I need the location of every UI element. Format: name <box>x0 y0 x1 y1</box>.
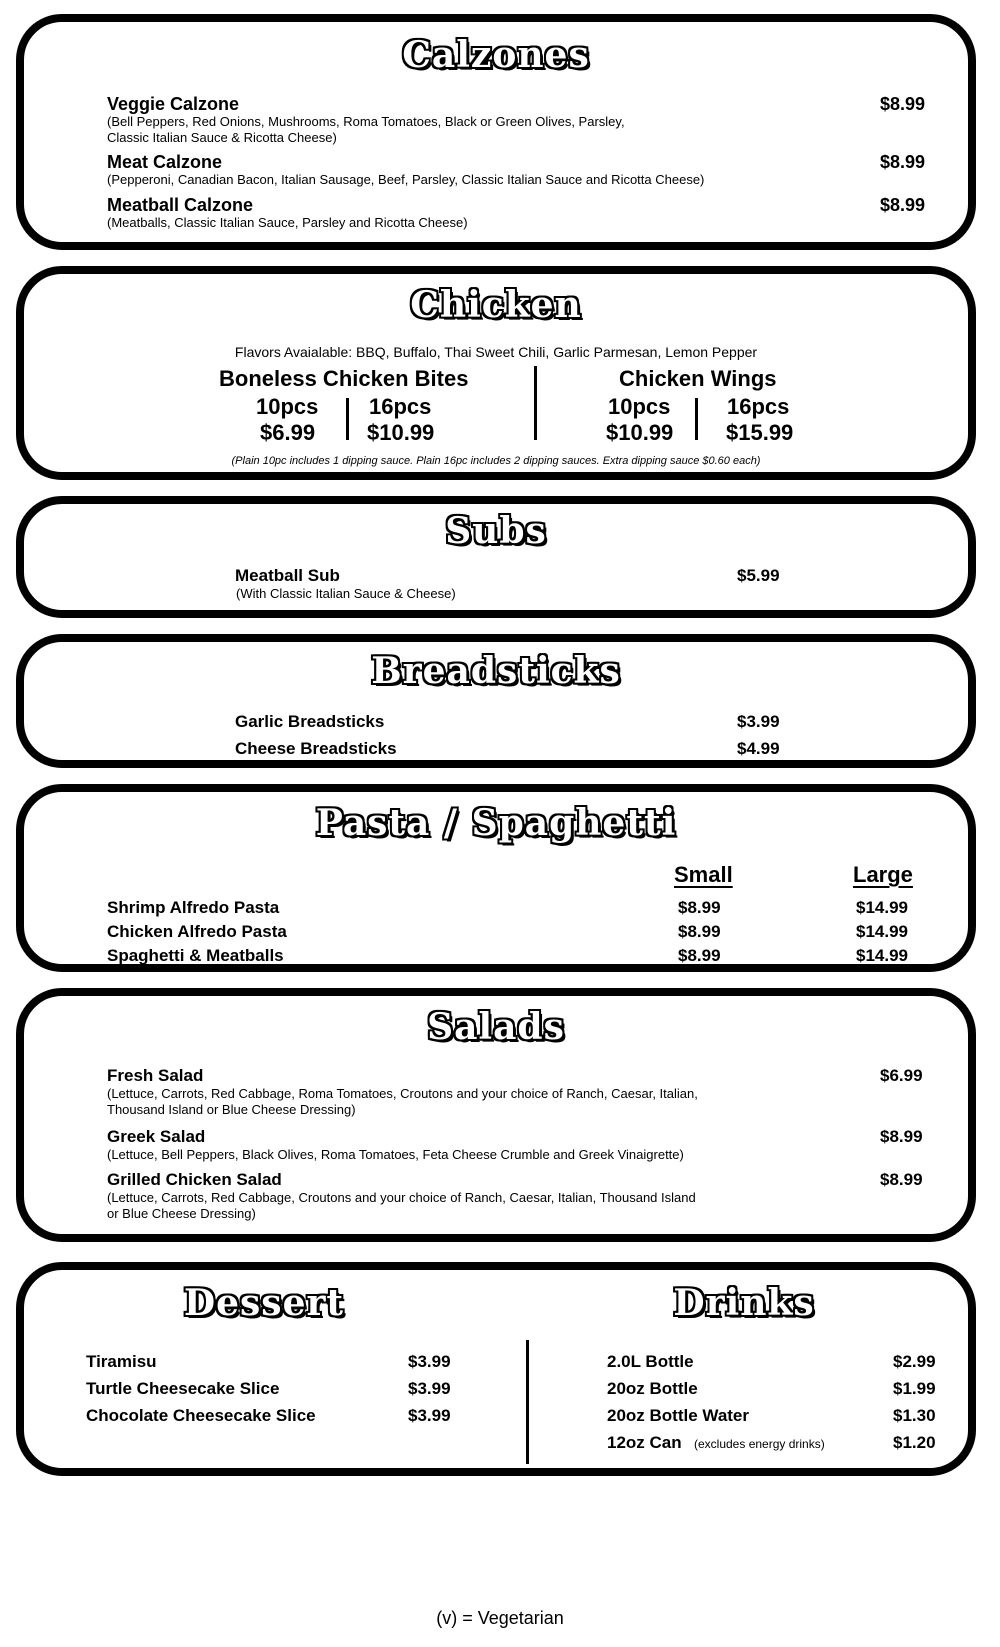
salad-item-desc: (Lettuce, Carrots, Red Cabbage, Roma Tomatoes, Croutons and your choice of Ranch, Caesar, Italian, Thousand Island or Blue Cheese Dressing) <box>107 1086 698 1117</box>
calzone-item-price: $8.99 <box>880 152 926 172</box>
pasta-item-name: Spaghetti & Meatballs <box>107 946 284 965</box>
bites-size-10: 10pcs <box>256 394 319 419</box>
dessert-drinks-divider <box>526 1340 529 1464</box>
pasta-item-name: Chicken Alfredo Pasta <box>107 922 287 941</box>
calzone-item-name: Meat Calzone <box>107 152 223 172</box>
sub-item-price: $5.99 <box>737 566 780 585</box>
breadstick-item-price: $4.99 <box>737 739 780 758</box>
sub-item-name: Meatball Sub <box>235 566 340 585</box>
calzone-item-price: $8.99 <box>880 94 926 114</box>
dessert-item-price: $3.99 <box>408 1352 451 1371</box>
drink-item-price: $1.30 <box>893 1406 936 1425</box>
pasta-item-large: $14.99 <box>856 898 908 917</box>
drink-item-name: 12oz Can <box>607 1433 682 1452</box>
pasta-item-small: $8.99 <box>678 922 721 941</box>
salad-item-price: $6.99 <box>880 1066 923 1085</box>
wings-size-10: 10pcs <box>608 394 671 419</box>
drink-item-name: 20oz Bottle Water <box>607 1406 750 1425</box>
vegetarian-legend: (v) = Vegetarian <box>436 1608 564 1628</box>
pasta-item-large: $14.99 <box>856 946 908 965</box>
breadstick-item-name: Garlic Breadsticks <box>235 712 385 731</box>
salads-title: Salads <box>427 1006 565 1048</box>
drink-item-price: $1.99 <box>893 1379 936 1398</box>
dessert-drinks-section <box>16 1262 976 1476</box>
salad-item-name: Greek Salad <box>107 1127 206 1146</box>
calzones-section <box>16 14 976 250</box>
chicken-sauce-note: (Plain 10pc includes 1 dipping sauce. Plain 16pc includes 2 dipping sauces. Extra dipping sauce $0.60 each) <box>231 455 761 467</box>
bites-price-10: $6.99 <box>260 420 316 445</box>
dessert-item-name: Tiramisu <box>86 1352 157 1371</box>
subs-section <box>16 496 976 618</box>
salad-item-name: Fresh Salad <box>107 1066 204 1085</box>
bites-name: Boneless Chicken Bites <box>219 366 469 391</box>
breadsticks-title: Breadsticks <box>371 650 621 692</box>
salad-item-name: Grilled Chicken Salad <box>107 1170 282 1189</box>
chicken-title: Chicken <box>410 284 582 326</box>
pasta-item-small: $8.99 <box>678 898 721 917</box>
salads-section <box>16 988 976 1242</box>
pasta-item-small: $8.99 <box>678 946 721 965</box>
salad-item-price: $8.99 <box>880 1127 923 1146</box>
salad-item-desc: (Lettuce, Carrots, Red Cabbage, Croutons and your choice of Ranch, Caesar, Italian, Thousand Island or Blue Cheese Dressing) <box>107 1190 696 1221</box>
pasta-section <box>16 784 976 972</box>
pasta-col-large: Large <box>853 862 913 887</box>
breadstick-item-name: Cheese Breadsticks <box>235 739 397 758</box>
subs-title: Subs <box>445 510 547 552</box>
drink-item-note: (excludes energy drinks) <box>694 1437 825 1451</box>
calzone-item-name: Veggie Calzone <box>107 94 240 114</box>
dessert-title: Dessert <box>183 1282 345 1324</box>
pasta-item-name: Shrimp Alfredo Pasta <box>107 898 280 917</box>
drink-item-name: 2.0L Bottle <box>607 1352 694 1371</box>
pasta-title: Pasta / Spaghetti <box>315 802 677 844</box>
calzones-title: Calzones <box>402 34 590 76</box>
salad-item-price: $8.99 <box>880 1170 923 1189</box>
chicken-section <box>16 266 976 480</box>
breadsticks-section <box>16 634 976 768</box>
wings-divider <box>695 398 698 440</box>
calzone-item-desc: (Meatballs, Classic Italian Sauce, Parsley and Ricotta Cheese) <box>107 215 468 230</box>
pasta-item-large: $14.99 <box>856 922 908 941</box>
bites-price-16: $10.99 <box>367 420 435 445</box>
drink-item-name: 20oz Bottle <box>607 1379 698 1398</box>
dessert-item-name: Chocolate Cheesecake Slice <box>86 1406 316 1425</box>
dessert-item-name: Turtle Cheesecake Slice <box>86 1379 280 1398</box>
drink-item-price: $1.20 <box>893 1433 936 1452</box>
chicken-flavors: Flavors Avaialable: BBQ, Buffalo, Thai Sweet Chili, Garlic Parmesan, Lemon Pepper <box>234 344 758 360</box>
calzone-item-desc: (Pepperoni, Canadian Bacon, Italian Sausage, Beef, Parsley, Classic Italian Sauce and Ricotta Cheese) <box>107 172 705 187</box>
wings-price-10: $10.99 <box>606 420 674 445</box>
bites-divider <box>346 398 349 440</box>
drinks-title: Drinks <box>673 1282 815 1324</box>
dessert-item-price: $3.99 <box>408 1379 451 1398</box>
calzone-item-desc: (Bell Peppers, Red Onions, Mushrooms, Roma Tomatoes, Black or Green Olives, Parsley, Classic Italian Sauce & Ricotta Cheese) <box>107 114 625 145</box>
breadstick-item-price: $3.99 <box>737 712 780 731</box>
calzone-item-name: Meatball Calzone <box>107 195 254 215</box>
wings-size-16: 16pcs <box>727 394 790 419</box>
sub-item-desc: (With Classic Italian Sauce & Cheese) <box>236 586 456 601</box>
wings-price-16: $15.99 <box>726 420 794 445</box>
drink-item-price: $2.99 <box>893 1352 936 1371</box>
calzone-item-price: $8.99 <box>880 195 926 215</box>
pasta-col-small: Small <box>674 862 733 887</box>
salad-item-desc: (Lettuce, Bell Peppers, Black Olives, Roma Tomatoes, Feta Cheese Crumble and Greek Vinaigrette) <box>107 1147 684 1162</box>
wings-name: Chicken Wings <box>619 366 777 391</box>
chicken-center-divider <box>534 366 537 440</box>
dessert-item-price: $3.99 <box>408 1406 451 1425</box>
bites-size-16: 16pcs <box>369 394 432 419</box>
